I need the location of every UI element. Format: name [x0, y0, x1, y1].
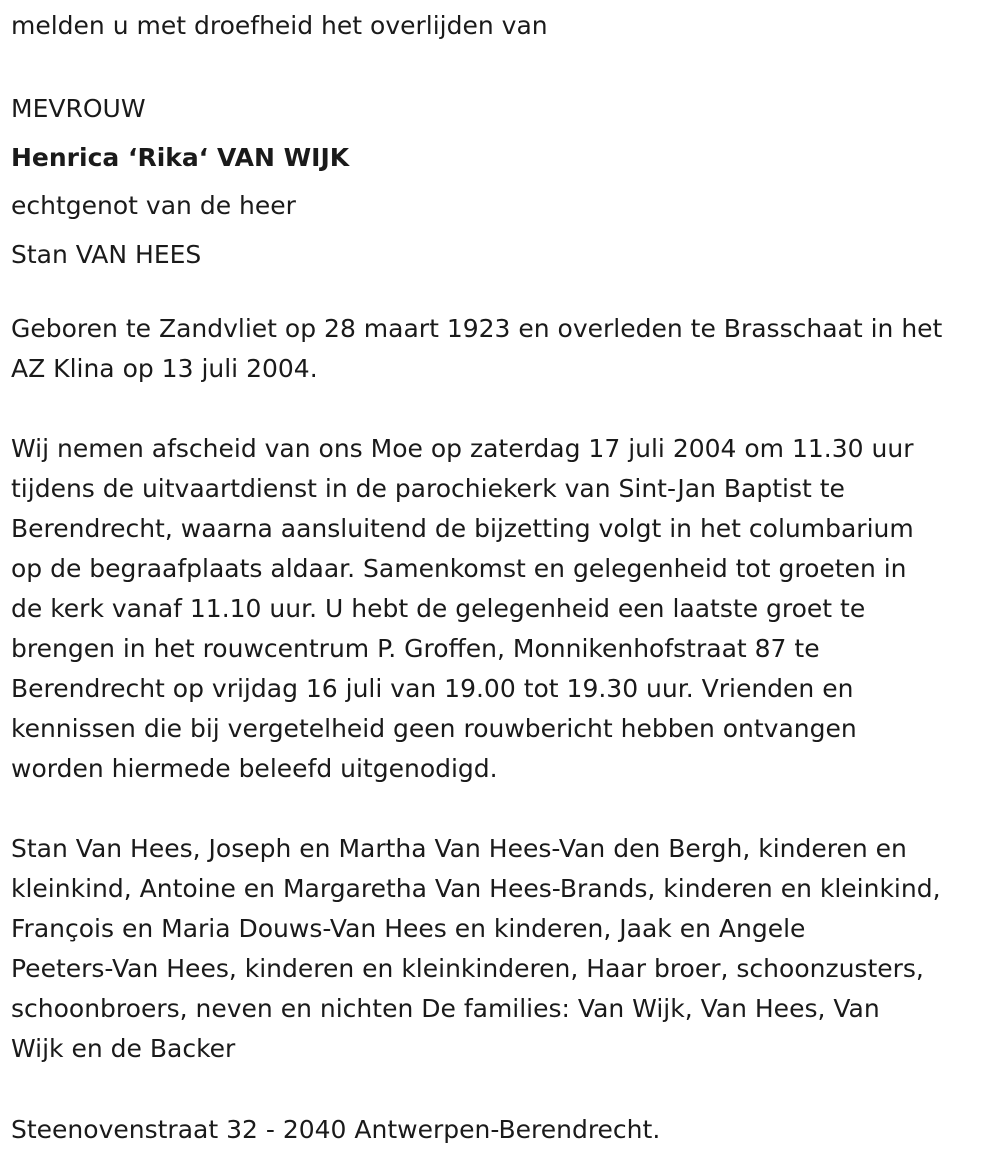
paragraph-line: Geboren te Zandvliet op 28 maart 1923 en overleden te Brasschaat in het [11, 314, 943, 343]
paragraph-line: de kerk vanaf 11.10 uur. U hebt de gelegenheid een laatste groet te [11, 594, 866, 623]
paragraph-line: kennissen die bij vergetelheid geen rouwbericht hebben ontvangen [11, 714, 857, 743]
paragraph-line: worden hiermede beleefd uitgenodigd. [11, 754, 498, 783]
paragraph-line: François en Maria Douws-Van Hees en kinderen, Jaak en Angele [11, 914, 806, 943]
paragraph-line: schoonbroers, neven en nichten De families: Van Wijk, Van Hees, Van [11, 994, 880, 1023]
deceased-name: Henrica ‘Rika‘ VAN WIJK [11, 142, 350, 172]
spouse-name: Stan VAN HEES [11, 239, 202, 269]
paragraph-line: brengen in het rouwcentrum P. Groffen, Monnikenhofstraat 87 te [11, 634, 820, 663]
paragraph-line: op de begraafplaats aldaar. Samenkomst en gelegenheid tot groeten in [11, 554, 907, 583]
family-paragraph [11, 829, 996, 1069]
paragraph-line: Stan Van Hees, Joseph en Martha Van Hees-Van den Bergh, kinderen en [11, 834, 907, 863]
intro-text: melden u met droefheid het overlijden van [11, 11, 548, 40]
paragraph-line: Berendrecht, waarna aansluitend de bijzetting volgt in het columbarium [11, 514, 914, 543]
deceased-block [11, 85, 349, 279]
paragraph-line: Wij nemen afscheid van ons Moe op zaterdag 17 juli 2004 om 11.30 uur [11, 434, 914, 463]
birth-death-paragraph [11, 309, 996, 389]
paragraph-line: Wijk en de Backer [11, 1034, 236, 1063]
paragraph-line: Peeters-Van Hees, kinderen en kleinkinderen, Haar broer, schoonzusters, [11, 954, 924, 983]
paragraph-line: kleinkind, Antoine en Margaretha Van Hees-Brands, kinderen en kleinkind, [11, 874, 941, 903]
honorific: MEVROUW [11, 94, 146, 123]
paragraph-line: Berendrecht op vrijdag 16 juli van 19.00 tot 19.30 uur. Vrienden en [11, 674, 854, 703]
address-text: Steenovenstraat 32 - 2040 Antwerpen-Berendrecht. [11, 1115, 661, 1144]
paragraph-line: AZ Klina op 13 juli 2004. [11, 354, 318, 383]
relation-text: echtgenot van de heer [11, 191, 296, 220]
service-paragraph [11, 429, 996, 789]
paragraph-line: tijdens de uitvaartdienst in de parochiekerk van Sint-Jan Baptist te [11, 474, 845, 503]
